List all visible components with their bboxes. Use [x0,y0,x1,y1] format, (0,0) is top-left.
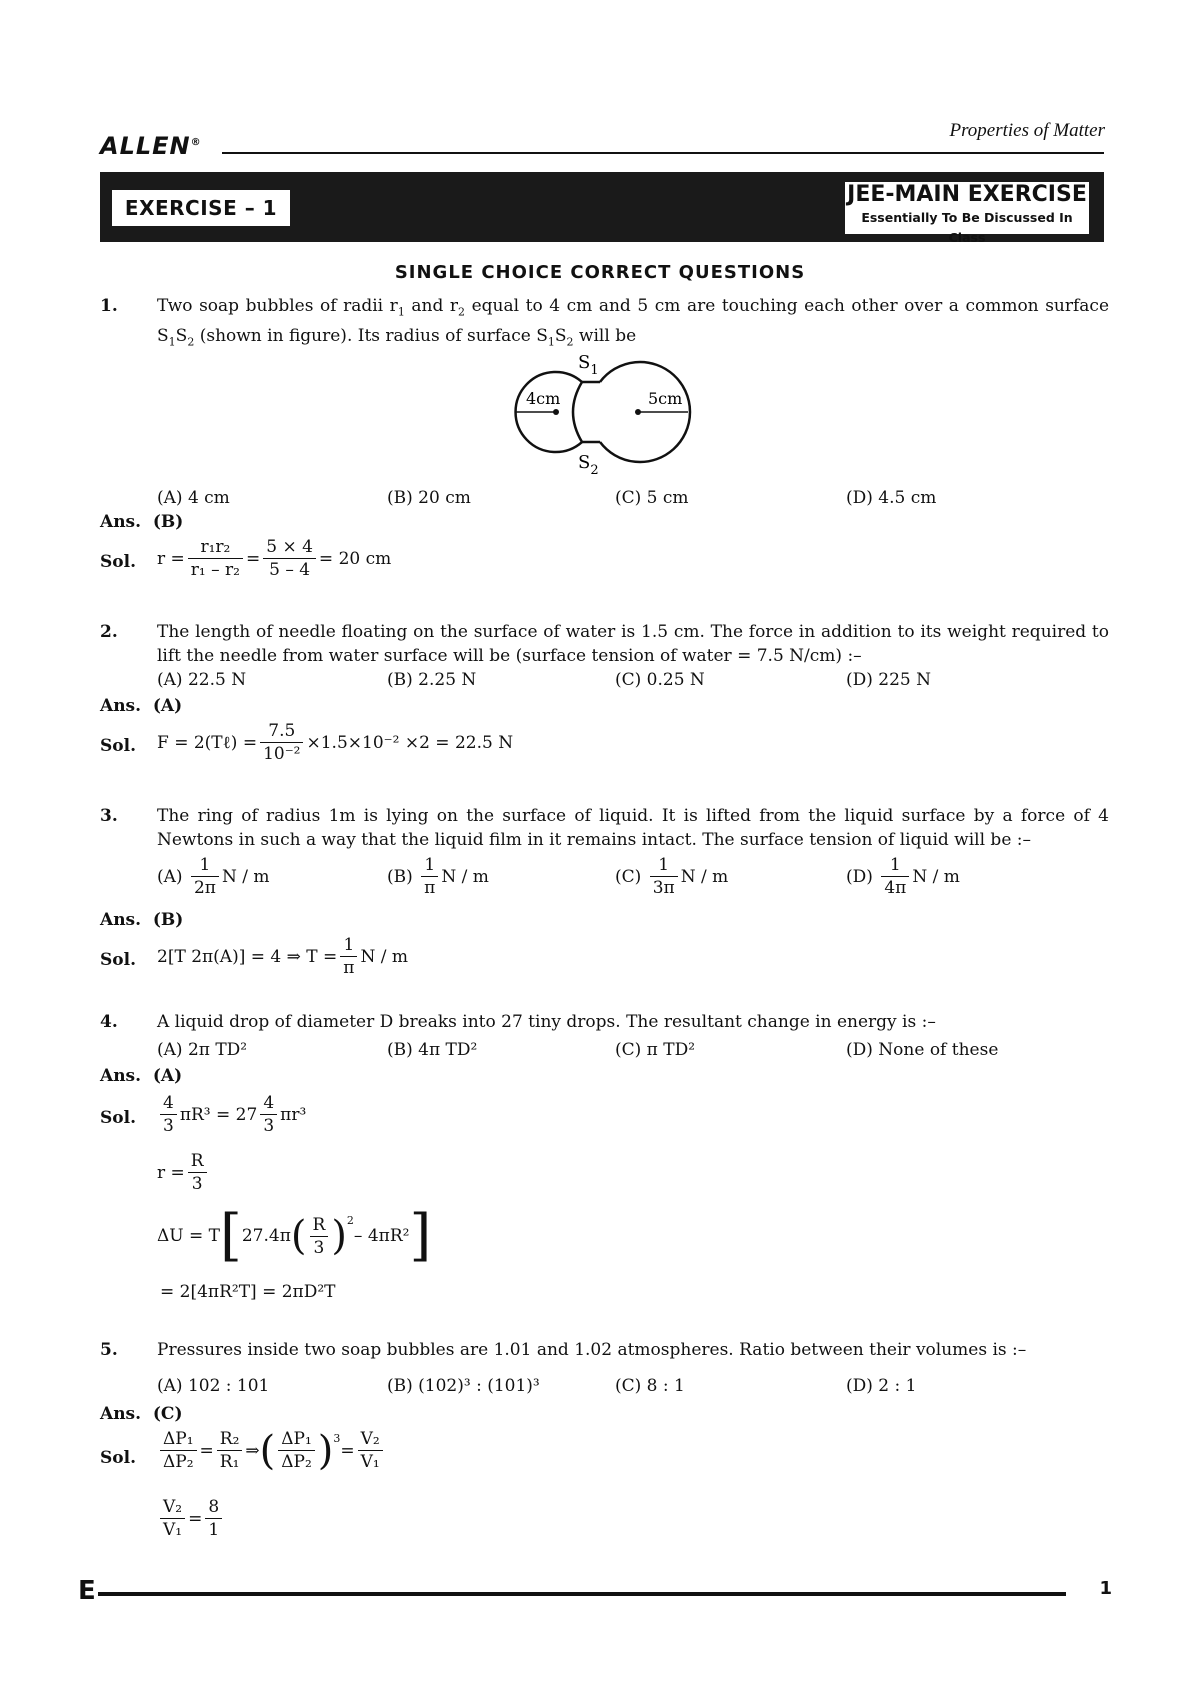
header-rule [222,152,1104,154]
solution-formula: 2[T 2π(A)] = 4 ⇒ T = $\frac{1}{\pi}$ N / m [157,935,408,978]
small-center-dot [553,409,559,415]
jee-subtitle: Essentially To Be Discussed In Class [861,210,1073,245]
question-text: Two soap bubbles of radii $r_1$ and $r_2$ equal to 4 cm and 5 cm are touching each other over a common surface $S_1S_2$ (shown in figure). Its radius of surface $S_1S_2$ will be [157,296,1110,349]
solution-line-1: $\frac{\text{ΔP₁}}{\text{ΔP₂}}$ = $\frac{\text{R₂}}{\text{R₁}}$ ⇒ ( $\frac{\text{ΔP₁}}{\text{ΔP₂}}$ ) $^3$ = $\frac{\text{V₂}}{\text{V₁}}$ [157,1428,386,1473]
solution-line-3: ΔU = T [ 27.4π ( $\frac{R}{3}$ ) $^2$ – 4πR² ] [157,1203,432,1268]
solution-label: Sol. [100,736,136,756]
solution-line-2: $\frac{\text{V₂}}{\text{V₁}}$ = $\frac{8}{1}$ [157,1496,225,1541]
option-c: (C) 8 : 1 [615,1376,685,1396]
jee-main-box [845,182,1089,245]
footer-rule [98,1592,1066,1596]
question-number: 1. [100,296,118,316]
option-b: (B) (102)³ : (101)³ [387,1376,540,1396]
bubbles-figure [500,350,700,490]
answer: Ans. (C) [100,1404,183,1424]
option-d: (D) 4.5 cm [846,488,937,508]
solution-line-1: $\frac{4}{3}$ πR³ = 27 $\frac{4}{3}$ πr³ [157,1092,306,1137]
answer: Ans. (A) [100,1066,183,1086]
option-a: (A) 22.5 N [157,670,247,690]
question-text: A liquid drop of diameter D breaks into 27 tiny drops. The resultant change in energy is :– [157,1012,936,1032]
jee-title: JEE-MAIN EXERCISE [847,182,1087,207]
question-text: Pressures inside two soap bubbles are 1.01 and 1.02 atmospheres. Ratio between their volumes is :– [157,1340,1027,1360]
question-text: The length of needle floating on the surface of water is 1.5 cm. The force in addition to its weight required to lift the needle from water surface will be (surface tension of water = 7.5 N/cm) :– [157,622,1109,666]
question-number: 2. [100,622,118,642]
answer: Ans. (B) [100,910,184,930]
option-c: (C) 0.25 N [615,670,705,690]
page-number: 1 [1099,1578,1112,1599]
option-a: (A) 2π TD² [157,1040,248,1060]
section-title: SINGLE CHOICE CORRECT QUESTIONS [394,262,806,283]
solution-line-4: = 2[4πR²T] = 2πD²T [160,1282,336,1302]
question-number: 5. [100,1340,118,1360]
option-c: (C) π TD² [615,1040,696,1060]
answer: Ans. (A) [100,696,183,716]
option-b: (B) 4π TD² [387,1040,478,1060]
s2-label: $S_2$ [578,452,599,478]
solution-label: Sol. [100,950,136,970]
large-center-dot [635,409,641,415]
solution-label: Sol. [100,552,136,572]
s1-label: $S_1$ [578,352,599,378]
solution-line-2: r = $\frac{R}{3}$ [157,1150,210,1195]
brand-logo: ALLEN® [100,132,202,160]
question-number: 4. [100,1012,118,1032]
footer-letter: E [78,1576,96,1606]
option-c: (C) 5 cm [615,488,689,508]
small-radius-label: 4cm [526,389,561,408]
option-c: (C) $\frac{1}{3\pi}$ N / m [615,855,729,898]
option-a: (A) $\frac{1}{2\pi}$ N / m [157,855,270,898]
option-b: (B) 20 cm [387,488,471,508]
question-text: The ring of radius 1m is lying on the surface of liquid. It is lifted from the liquid surface by a force of 4 Newtons in such a way that the liquid film in it remains intact. The surface tension of liquid will be :– [157,806,1109,850]
solution-formula: r = $\frac{\text{r₁r₂}}{\text{r₁ – r₂}}$ = $\frac{5 \times 4}{5 - 4}$ = 20 cm [157,537,392,580]
option-d: (D) 225 N [846,670,932,690]
option-a: (A) 4 cm [157,488,230,508]
large-radius-label: 5cm [648,389,683,408]
common-surface [573,382,582,442]
topic-title: Properties of Matter [949,120,1105,141]
option-d: (D) $\frac{1}{4\pi}$ N / m [846,855,960,898]
solution-formula: F = 2(Tℓ) = $\frac{7.5}{\text{10⁻²}}$ ×1.5×10⁻² ×2 = 22.5 N [157,721,514,764]
option-a: (A) 102 : 101 [157,1376,270,1396]
solution-label: Sol. [100,1448,136,1468]
exercise-label: EXERCISE – 1 [112,190,290,226]
question-number: 3. [100,806,118,826]
answer: Ans. (B) [100,512,184,532]
solution-label: Sol. [100,1108,136,1128]
option-d: (D) 2 : 1 [846,1376,917,1396]
option-b: (B) 2.25 N [387,670,477,690]
option-d: (D) None of these [846,1040,999,1060]
option-b: (B) $\frac{1}{\pi}$ N / m [387,855,489,898]
